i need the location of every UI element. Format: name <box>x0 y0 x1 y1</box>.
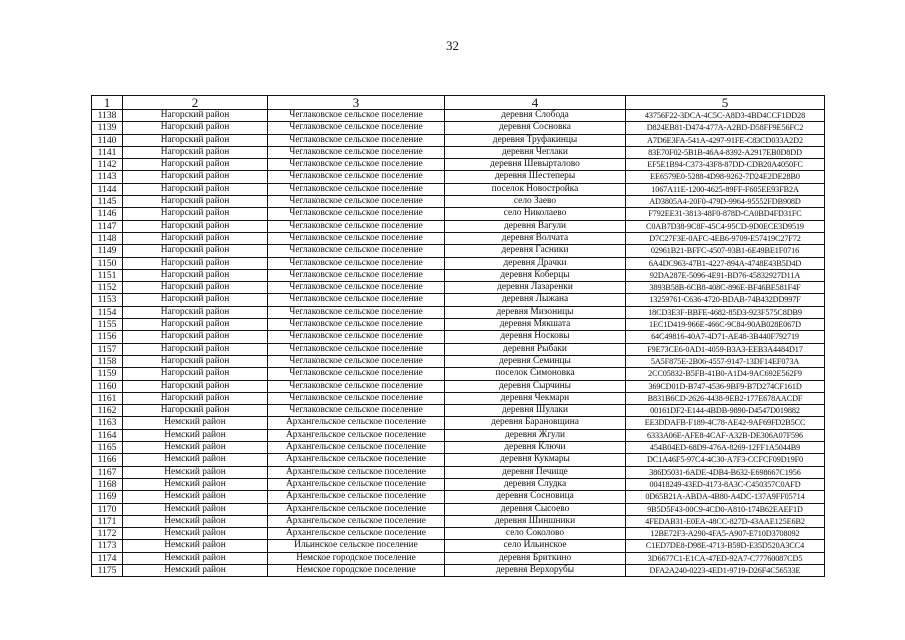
row-number-cell: 1161 <box>92 392 123 404</box>
settlement-cell: деревня Шиншники <box>445 515 626 527</box>
municipality-cell: Чеглаковское сельское поселение <box>268 208 445 220</box>
row-number-cell: 1140 <box>92 134 123 146</box>
settlement-cell: деревня Шевырталово <box>445 159 626 171</box>
settlement-cell: деревня Сосновка <box>445 122 626 134</box>
municipality-cell: Чеглаковское сельское поселение <box>268 331 445 343</box>
municipality-cell: Чеглаковское сельское поселение <box>268 171 445 183</box>
row-number-cell: 1152 <box>92 282 123 294</box>
guid-cell: 9B5D5F43-00C9-4CD0-A810-174B62EAEF1D <box>626 503 825 515</box>
district-cell: Нагорский район <box>123 331 268 343</box>
guid-cell: F792EE31-3813-48F0-878D-CA0BD4FD31FC <box>626 208 825 220</box>
municipality-cell: Чеглаковское сельское поселение <box>268 146 445 158</box>
guid-cell: 6A4DC963-47B1-4227-894A-4748E43B5D4D <box>626 257 825 269</box>
table-row <box>92 282 825 294</box>
guid-cell: C1ED7DE8-D98E-4713-B59D-E35D520A3CC4 <box>626 540 825 552</box>
municipality-cell: Архангельское сельское поселение <box>268 454 445 466</box>
settlement-cell: деревня Драчки <box>445 257 626 269</box>
district-cell: Нагорский район <box>123 196 268 208</box>
table-row <box>92 232 825 244</box>
table-row <box>92 208 825 220</box>
district-cell: Немский район <box>123 429 268 441</box>
page-number: 32 <box>446 38 459 53</box>
district-cell: Немский район <box>123 564 268 576</box>
municipality-cell: Чеглаковское сельское поселение <box>268 368 445 380</box>
municipality-cell: Чеглаковское сельское поселение <box>268 134 445 146</box>
municipality-cell: Чеглаковское сельское поселение <box>268 294 445 306</box>
settlement-cell: село Соколово <box>445 528 626 540</box>
district-cell: Немский район <box>123 540 268 552</box>
district-cell: Нагорский район <box>123 392 268 404</box>
settlement-cell: деревня Гасники <box>445 245 626 257</box>
table-row <box>92 294 825 306</box>
row-number-cell: 1151 <box>92 269 123 281</box>
table-row <box>92 134 825 146</box>
row-number-cell: 1160 <box>92 380 123 392</box>
municipality-cell: Архангельское сельское поселение <box>268 491 445 503</box>
guid-cell: 12BE72F3-A290-4FA5-A907-E710D3708092 <box>626 528 825 540</box>
district-cell: Нагорский район <box>123 319 268 331</box>
district-cell: Нагорский район <box>123 380 268 392</box>
row-number-cell: 1149 <box>92 245 123 257</box>
guid-cell: F9E73CE6-0AD1-4059-B3A3-EEB3A4484D17 <box>626 343 825 355</box>
settlement-cell: деревня Труфакинцы <box>445 134 626 146</box>
row-number-cell: 1142 <box>92 159 123 171</box>
settlement-cell: деревня Сосновица <box>445 491 626 503</box>
table-row <box>92 269 825 281</box>
municipality-cell: Архангельское сельское поселение <box>268 503 445 515</box>
settlement-cell: деревня Слобода <box>445 110 626 122</box>
table-row <box>92 146 825 158</box>
district-cell: Немский район <box>123 528 268 540</box>
guid-cell: DFA2A240-0223-4ED1-9719-D26F4C56533E <box>626 564 825 576</box>
district-cell: Нагорский район <box>123 282 268 294</box>
settlement-cell: деревня Кукмары <box>445 454 626 466</box>
municipality-cell: Чеглаковское сельское поселение <box>268 245 445 257</box>
row-number-cell: 1154 <box>92 306 123 318</box>
row-number-cell: 1175 <box>92 564 123 576</box>
guid-cell: B831B6CD-2626-4438-9EB2-177E678AACDF <box>626 392 825 404</box>
guid-cell: 454B04ED-68D9-476A-8269-12FF1A5044B9 <box>626 442 825 454</box>
settlement-cell: деревня Печище <box>445 466 626 478</box>
settlement-cell: деревня Ключи <box>445 442 626 454</box>
header-cell-3: 3 <box>268 96 445 110</box>
guid-cell: 3D6677C1-E1CA-47ED-92A7-C77760087CD5 <box>626 552 825 564</box>
municipality-cell: Немское городское поселение <box>268 552 445 564</box>
guid-cell: 5A5F875E-2B06-4557-9147-13DF14EF073A <box>626 355 825 367</box>
settlement-cell: поселок Симоновка <box>445 368 626 380</box>
settlement-cell: деревня Верхорубы <box>445 564 626 576</box>
municipality-cell: Архангельское сельское поселение <box>268 478 445 490</box>
settlement-cell: деревня Коберцы <box>445 269 626 281</box>
table-row <box>92 110 825 122</box>
municipality-cell: Чеглаковское сельское поселение <box>268 159 445 171</box>
district-cell: Нагорский район <box>123 294 268 306</box>
municipality-cell: Чеглаковское сельское поселение <box>268 183 445 195</box>
header-cell-2: 2 <box>123 96 268 110</box>
table-row <box>92 491 825 503</box>
row-number-cell: 1148 <box>92 232 123 244</box>
row-number-cell: 1174 <box>92 552 123 564</box>
settlement-cell: деревня Шулаки <box>445 405 626 417</box>
row-number-cell: 1156 <box>92 331 123 343</box>
guid-cell: 83E70F02-5B1B-46A4-8392-A2917EB0D8DD <box>626 146 825 158</box>
guid-cell: D824EB81-D474-477A-A2BD-D58FF9E56FC2 <box>626 122 825 134</box>
district-cell: Нагорский район <box>123 159 268 171</box>
guid-cell: 92DA287E-5096-4E91-BD76-45832927D11A <box>626 269 825 281</box>
settlement-cell: деревня Сырчины <box>445 380 626 392</box>
settlement-cell: деревня Волчата <box>445 232 626 244</box>
guid-cell: 13259761-C636-4720-BDAB-74B432DD997F <box>626 294 825 306</box>
district-cell: Немский район <box>123 552 268 564</box>
table-row <box>92 380 825 392</box>
district-cell: Нагорский район <box>123 171 268 183</box>
table-header-row <box>92 96 825 110</box>
row-number-cell: 1173 <box>92 540 123 552</box>
municipality-cell: Архангельское сельское поселение <box>268 429 445 441</box>
district-cell: Нагорский район <box>123 269 268 281</box>
district-cell: Немский район <box>123 478 268 490</box>
municipality-cell: Чеглаковское сельское поселение <box>268 343 445 355</box>
table-row <box>92 564 825 576</box>
table-row <box>92 355 825 367</box>
municipality-cell: Ильинское сельское поселение <box>268 540 445 552</box>
row-number-cell: 1139 <box>92 122 123 134</box>
row-number-cell: 1159 <box>92 368 123 380</box>
settlements-table <box>91 95 825 577</box>
municipality-cell: Чеглаковское сельское поселение <box>268 282 445 294</box>
settlement-cell: деревня Мизоницы <box>445 306 626 318</box>
settlement-cell: деревня Сысоево <box>445 503 626 515</box>
table-row <box>92 343 825 355</box>
row-number-cell: 1153 <box>92 294 123 306</box>
district-cell: Немский район <box>123 417 268 429</box>
table-row <box>92 196 825 208</box>
header-cell-5: 5 <box>626 96 825 110</box>
guid-cell: 2CC05832-B5FB-41B0-A1D4-9AC692E562F9 <box>626 368 825 380</box>
guid-cell: 1EC1D419-966E-466C-9C84-90AB028E067D <box>626 319 825 331</box>
row-number-cell: 1167 <box>92 466 123 478</box>
row-number-cell: 1146 <box>92 208 123 220</box>
guid-cell: 1067A11E-1200-4625-89FF-F605EE93FB2A <box>626 183 825 195</box>
guid-cell: D7C27F3E-0AFC-4EB6-9709-E57419C27F72 <box>626 232 825 244</box>
settlement-cell: деревня Чекмари <box>445 392 626 404</box>
row-number-cell: 1138 <box>92 110 123 122</box>
guid-cell: 00161DF2-E144-4BDB-9890-D4547D019882 <box>626 405 825 417</box>
municipality-cell: Чеглаковское сельское поселение <box>268 269 445 281</box>
district-cell: Нагорский район <box>123 220 268 232</box>
table-row <box>92 429 825 441</box>
guid-cell: EE3DDAFB-F189-4C78-AE42-9AF69FD2B5CC <box>626 417 825 429</box>
settlement-cell: село Ильинское <box>445 540 626 552</box>
municipality-cell: Архангельское сельское поселение <box>268 466 445 478</box>
guid-cell: AD3805A4-20F0-479D-9964-95552FDB908D <box>626 196 825 208</box>
row-number-cell: 1150 <box>92 257 123 269</box>
district-cell: Нагорский район <box>123 110 268 122</box>
guid-cell: C0AB7D38-9C8F-45C4-95CD-9D0ECE3D9519 <box>626 220 825 232</box>
municipality-cell: Архангельское сельское поселение <box>268 515 445 527</box>
row-number-cell: 1162 <box>92 405 123 417</box>
table-row <box>92 515 825 527</box>
table-row <box>92 417 825 429</box>
settlement-cell: деревня Семинцы <box>445 355 626 367</box>
table-row <box>92 528 825 540</box>
settlement-cell: деревня Барановщина <box>445 417 626 429</box>
row-number-cell: 1170 <box>92 503 123 515</box>
district-cell: Нагорский район <box>123 245 268 257</box>
district-cell: Немский район <box>123 442 268 454</box>
district-cell: Немский район <box>123 515 268 527</box>
table-row <box>92 442 825 454</box>
row-number-cell: 1144 <box>92 183 123 195</box>
municipality-cell: Чеглаковское сельское поселение <box>268 257 445 269</box>
table-row <box>92 220 825 232</box>
row-number-cell: 1147 <box>92 220 123 232</box>
district-cell: Нагорский район <box>123 257 268 269</box>
municipality-cell: Чеглаковское сельское поселение <box>268 220 445 232</box>
guid-cell: 386D5031-6ADE-4DB4-B632-E698667C1956 <box>626 466 825 478</box>
header-cell-4: 4 <box>445 96 626 110</box>
guid-cell: 64C49816-40A7-4D71-AE48-3B440F792719 <box>626 331 825 343</box>
table-row <box>92 245 825 257</box>
guid-cell: 3893B58B-6CB8-408C-896E-BF46BE581F4F <box>626 282 825 294</box>
district-cell: Немский район <box>123 491 268 503</box>
settlement-cell: деревня Мякшата <box>445 319 626 331</box>
header-cell-1: 1 <box>92 96 123 110</box>
district-cell: Нагорский район <box>123 232 268 244</box>
guid-cell: 4FEDAB31-E0EA-48CC-827D-43AAE125E6B2 <box>626 515 825 527</box>
row-number-cell: 1158 <box>92 355 123 367</box>
row-number-cell: 1171 <box>92 515 123 527</box>
row-number-cell: 1141 <box>92 146 123 158</box>
district-cell: Немский район <box>123 466 268 478</box>
municipality-cell: Чеглаковское сельское поселение <box>268 319 445 331</box>
table-row <box>92 306 825 318</box>
guid-cell: 43756F22-3DCA-4C5C-A8D3-4BD4CCF1DD28 <box>626 110 825 122</box>
guid-cell: 02961B21-BFFC-4507-93B1-6E49BE1F0716 <box>626 245 825 257</box>
row-number-cell: 1143 <box>92 171 123 183</box>
row-number-cell: 1172 <box>92 528 123 540</box>
municipality-cell: Чеглаковское сельское поселение <box>268 122 445 134</box>
district-cell: Нагорский район <box>123 306 268 318</box>
settlement-cell: деревня Лыжана <box>445 294 626 306</box>
table-row <box>92 159 825 171</box>
municipality-cell: Архангельское сельское поселение <box>268 528 445 540</box>
district-cell: Нагорский район <box>123 183 268 195</box>
guid-cell: 00418249-43ED-4173-8A3C-C450357C0AFD <box>626 478 825 490</box>
table-row <box>92 331 825 343</box>
table-row <box>92 503 825 515</box>
row-number-cell: 1169 <box>92 491 123 503</box>
municipality-cell: Чеглаковское сельское поселение <box>268 405 445 417</box>
settlement-cell: деревня Жгули <box>445 429 626 441</box>
table-row <box>92 368 825 380</box>
table-row <box>92 552 825 564</box>
district-cell: Нагорский район <box>123 355 268 367</box>
municipality-cell: Немское городское поселение <box>268 564 445 576</box>
settlement-cell: деревня Слудка <box>445 478 626 490</box>
municipality-cell: Чеглаковское сельское поселение <box>268 306 445 318</box>
municipality-cell: Архангельское сельское поселение <box>268 417 445 429</box>
row-number-cell: 1165 <box>92 442 123 454</box>
row-number-cell: 1155 <box>92 319 123 331</box>
table-row <box>92 454 825 466</box>
district-cell: Нагорский район <box>123 208 268 220</box>
settlement-cell: деревня Бриткино <box>445 552 626 564</box>
row-number-cell: 1163 <box>92 417 123 429</box>
settlement-cell: деревня Шестеперы <box>445 171 626 183</box>
guid-cell: A7D6E3FA-541A-4297-91FE-C83CD033A2D2 <box>626 134 825 146</box>
row-number-cell: 1166 <box>92 454 123 466</box>
table-body <box>92 110 825 577</box>
settlement-cell: деревня Чеглаки <box>445 146 626 158</box>
settlement-cell: село Заево <box>445 196 626 208</box>
guid-cell: EE6579E0-5288-4D98-9262-7D24E2DE28B0 <box>626 171 825 183</box>
district-cell: Нагорский район <box>123 146 268 158</box>
settlement-cell: поселок Новостройка <box>445 183 626 195</box>
table-row <box>92 183 825 195</box>
municipality-cell: Чеглаковское сельское поселение <box>268 196 445 208</box>
guid-cell: 0D65B21A-ABDA-4B80-A4DC-137A9FF05714 <box>626 491 825 503</box>
district-cell: Нагорский район <box>123 405 268 417</box>
municipality-cell: Чеглаковское сельское поселение <box>268 355 445 367</box>
district-cell: Нагорский район <box>123 122 268 134</box>
row-number-cell: 1168 <box>92 478 123 490</box>
municipality-cell: Чеглаковское сельское поселение <box>268 110 445 122</box>
table-row <box>92 257 825 269</box>
guid-cell: 18CD3E3F-BBFE-4682-85D3-923F575C8DB9 <box>626 306 825 318</box>
guid-cell: 6333A06E-AFE8-4CAF-A32B-DE306A07F596 <box>626 429 825 441</box>
row-number-cell: 1157 <box>92 343 123 355</box>
municipality-cell: Чеглаковское сельское поселение <box>268 392 445 404</box>
settlement-cell: деревня Лазаренки <box>445 282 626 294</box>
municipality-cell: Архангельское сельское поселение <box>268 442 445 454</box>
district-cell: Немский район <box>123 503 268 515</box>
row-number-cell: 1145 <box>92 196 123 208</box>
municipality-cell: Чеглаковское сельское поселение <box>268 232 445 244</box>
table-row <box>92 392 825 404</box>
table-row <box>92 122 825 134</box>
table-row <box>92 319 825 331</box>
municipality-cell: Чеглаковское сельское поселение <box>268 380 445 392</box>
row-number-cell: 1164 <box>92 429 123 441</box>
settlement-cell: село Николаево <box>445 208 626 220</box>
guid-cell: EF5E1B94-C373-43F8-87DD-CDB20A4050FC <box>626 159 825 171</box>
table-row <box>92 405 825 417</box>
settlement-cell: деревня Вагули <box>445 220 626 232</box>
guid-cell: DC1A46F5-97C4-4C30-A7F3-CCFCF09D19F0 <box>626 454 825 466</box>
settlement-cell: деревня Рыбаки <box>445 343 626 355</box>
district-cell: Нагорский район <box>123 343 268 355</box>
table-row <box>92 466 825 478</box>
table-row <box>92 171 825 183</box>
settlement-cell: деревня Носковы <box>445 331 626 343</box>
district-cell: Нагорский район <box>123 134 268 146</box>
table-row <box>92 540 825 552</box>
district-cell: Нагорский район <box>123 368 268 380</box>
table-row <box>92 478 825 490</box>
district-cell: Немский район <box>123 454 268 466</box>
guid-cell: 369CD01D-B747-4536-9BF9-B7D274CF161D <box>626 380 825 392</box>
